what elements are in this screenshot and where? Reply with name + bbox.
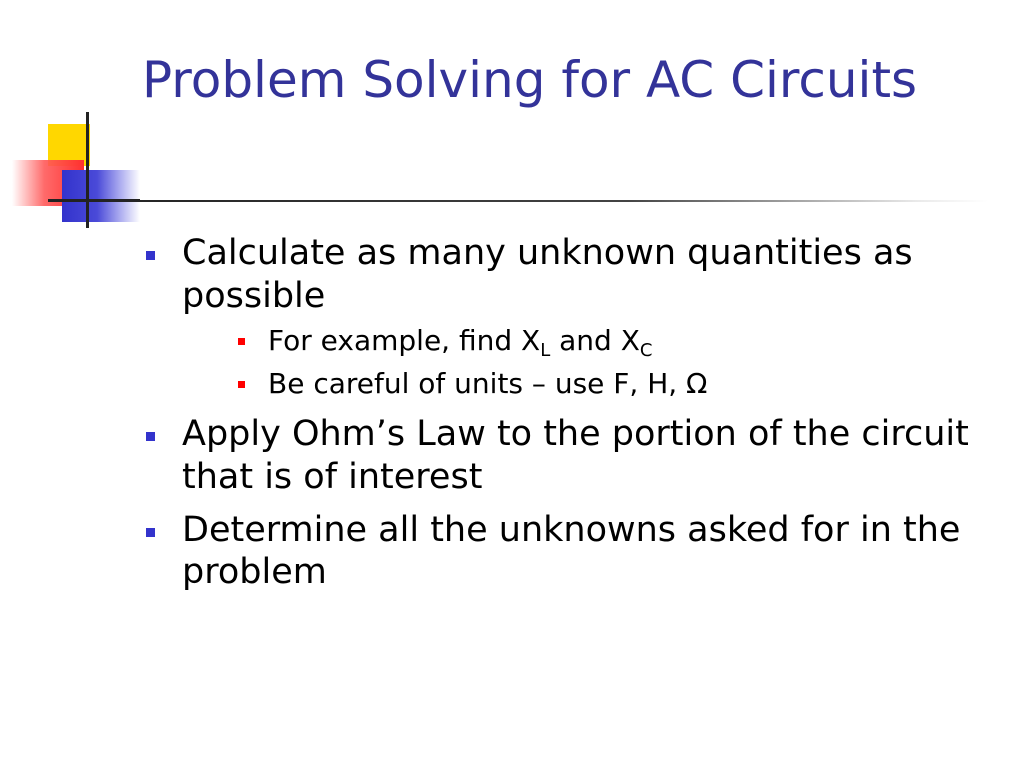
sub-bullet-item-example: [182, 323, 1002, 360]
square-bullet-icon: [146, 528, 155, 537]
square-bullet-icon: [238, 381, 245, 388]
sub-bullet-list: [182, 323, 1002, 403]
square-bullet-icon: [146, 432, 155, 441]
bullet-list: [142, 232, 1002, 604]
bullet-text: Determine all the unknowns asked for in the problem: [182, 509, 961, 593]
sub-bullet-text: Be careful of units – use F, H, Ω: [268, 367, 708, 401]
sub-bullet-text-mid: and X: [550, 324, 640, 358]
sub-bullet-item-units: [182, 366, 1002, 403]
bullet-text: Apply Ohm’s Law to the portion of the circuit that is of interest: [182, 414, 969, 497]
bullet-item-ohms-law: [142, 413, 1002, 498]
bullet-item-determine: [142, 509, 1002, 594]
bullet-text: Calculate as many unknown quantities as possible: [182, 233, 913, 316]
vertical-rule: [86, 112, 89, 228]
subscript-l: L: [540, 340, 551, 362]
square-bullet-icon: [146, 251, 155, 260]
slide-title: Problem Solving for AC Circuits: [142, 51, 918, 109]
bullet-item-calculate: [142, 232, 1002, 403]
sub-bullet-text-prefix: For example, find X: [268, 324, 541, 358]
title-underline-rule: [88, 200, 988, 202]
corner-decoration: [0, 0, 200, 240]
square-bullet-icon: [238, 338, 245, 345]
blue-square-decoration: [62, 170, 140, 222]
subscript-c: C: [639, 340, 653, 362]
